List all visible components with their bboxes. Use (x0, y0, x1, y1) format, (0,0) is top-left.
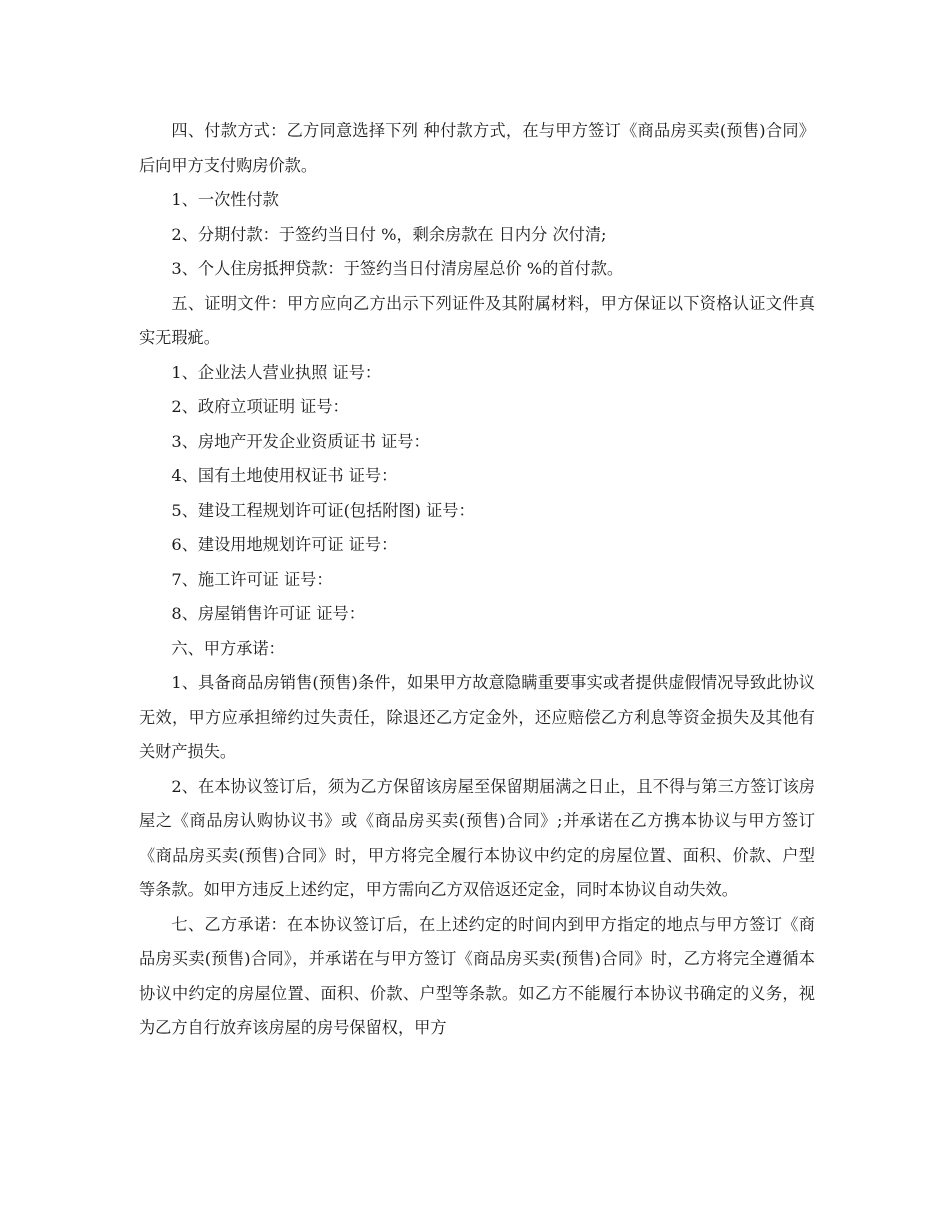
paragraph-party-a-commitment-2: 2、在本协议签订后，须为乙方保留该房屋至保留期届满之日止，且不得与第三方签订该房屋之《商品房认购协议书》或《商品房买卖(预售)合同》;并承诺在乙方携本协议与甲方签订《商品房买卖(预售)合同》时，甲方将完全履行本协议中约定的房屋位置、面积、价款、户型等条款。如甲方违反上述约定，甲方需向乙方双倍返还定金，同时本协议自动失效。 (139, 776, 815, 899)
paragraph-cert-project-approval: 2、政府立项证明 证号： (171, 397, 349, 416)
paragraph-certificates: 五、证明文件：甲方应向乙方出示下列证件及其附属材料，甲方保证以下资格认证文件真实无瑕疵。 (139, 293, 815, 347)
paragraph-cert-sales-permit: 8、房屋销售许可证 证号： (171, 604, 365, 623)
paragraph-party-a-commitment-heading: 六、甲方承诺： (171, 638, 285, 658)
paragraph-party-a-commitment-1: 1、具备商品房销售(预售)条件，如果甲方故意隐瞒重要事实或者提供虚假情况导致此协议无效，甲方应承担缔约过失责任，除退还乙方定金外，还应赔偿乙方利息等资金损失及其他有关财产损失。 (139, 673, 815, 761)
paragraph-cert-land-planning: 6、建设用地规划许可证 证号： (171, 535, 398, 554)
document-page (139, 114, 815, 1046)
paragraph-cert-business-license: 1、企业法人营业执照 证号： (171, 362, 382, 382)
paragraph-payment-method: 四、付款方式：乙方同意选择下列 种付款方式，在与甲方签订《商品房买卖(预售)合同》后向甲方支付购房价款。 (139, 121, 815, 175)
paragraph-cert-developer-qualification: 3、房地产开发企业资质证书 证号： (171, 431, 430, 451)
paragraph-cert-construction-permit: 7、施工许可证 证号： (171, 569, 333, 589)
paragraph-party-b-commitment: 七、乙方承诺：在本协议签订后，在上述约定的时间内到甲方指定的地点与甲方签订《商品房买卖(预售)合同》，并承诺在与甲方签订《商品房买卖(预售)合同》时，乙方将完全遵循本协议中约定的房屋位置、面积、价款、户型等条款。如乙方不能履行本协议书确定的义务，视为乙方自行放弃该房屋的房号保留权，甲方 (139, 914, 815, 1037)
paragraph-mortgage: 3、个人住房抵押贷款：于签约当日付清房屋总价 %的首付款。 (171, 259, 624, 278)
paragraph-cert-land-use: 4、国有土地使用权证书 证号： (171, 466, 398, 485)
paragraph-lump-sum: 1、一次性付款 (171, 190, 279, 209)
paragraph-installment: 2、分期付款：于签约当日付 %，剩余房款在 日内分 次付清; (171, 224, 607, 244)
paragraph-cert-construction-planning: 5、建设工程规划许可证(包括附图) 证号： (171, 500, 475, 520)
